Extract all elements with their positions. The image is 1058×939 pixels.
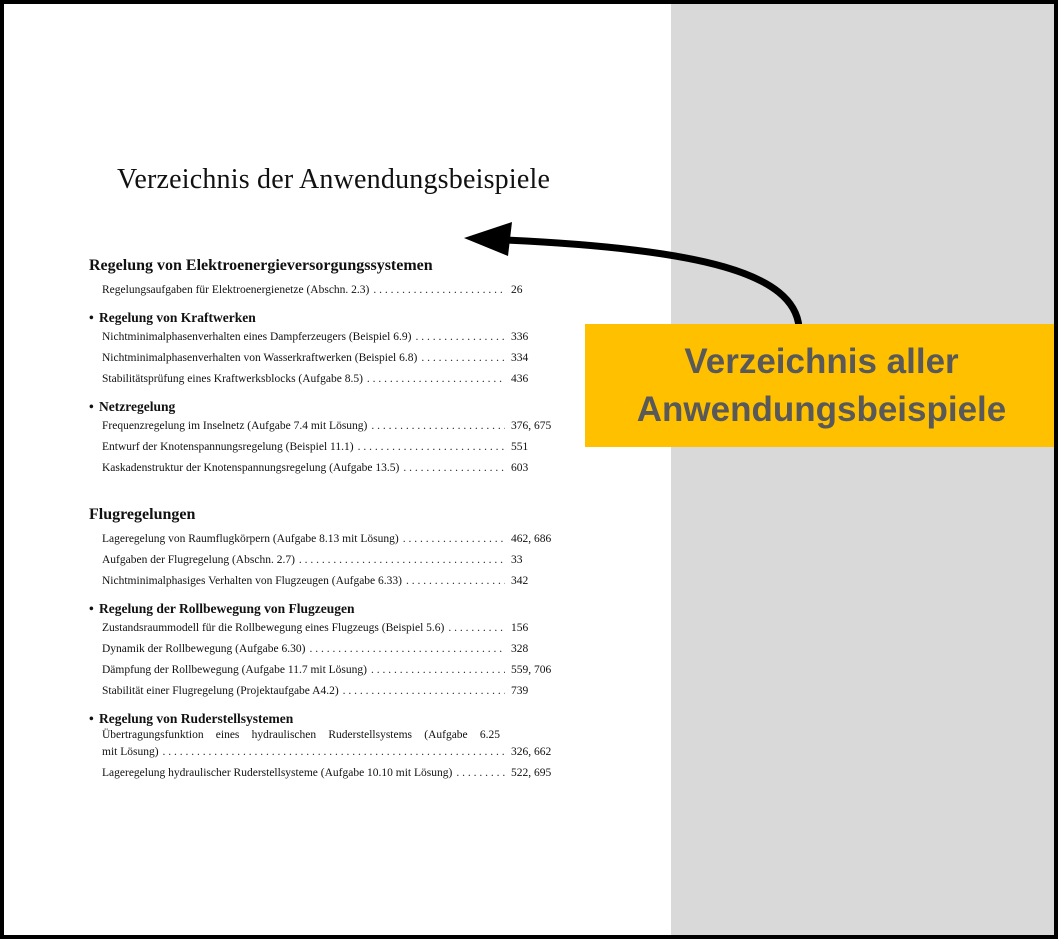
toc-entry-pages: 376, 675 — [511, 420, 552, 432]
toc-entry-label: Aufgaben der Flugregelung (Abschn. 2.7) — [102, 554, 295, 566]
toc-entry-pages: 328 — [511, 643, 529, 655]
subsection-heading-text: Regelung von Kraftwerken — [99, 310, 256, 325]
subsection-heading-text: Netzregelung — [99, 399, 176, 414]
dot-leader — [415, 327, 505, 348]
callout-box — [585, 324, 1058, 447]
toc-entry-label: Dämpfung der Rollbewegung (Aufgabe 11.7 mit Lösung) — [102, 664, 367, 676]
toc-entry-label: Stabilität einer Flugregelung (Projektaufgabe A4.2) — [102, 685, 339, 697]
document-title: Verzeichnis der Anwendungsbeispiele — [117, 164, 551, 195]
toc-entry[interactable] — [102, 571, 569, 592]
dot-leader — [406, 571, 505, 592]
toc-entry-line2 — [102, 745, 569, 760]
toc-entry[interactable] — [102, 416, 569, 437]
toc-entry[interactable] — [102, 763, 569, 784]
dot-leader — [343, 681, 505, 702]
toc-entry-pages: 156 — [511, 622, 529, 634]
toc-entry-label-line2: mit Lösung) — [102, 746, 159, 758]
toc-entry-label-line1: Übertragungsfunktion eines hydraulischen Ruderstellsystems (Aufgabe 6.25 — [102, 729, 500, 741]
dot-leader — [373, 280, 505, 301]
toc-section-flight-control — [89, 505, 569, 784]
toc-entry[interactable] — [102, 348, 569, 369]
section-heading: Flugregelungen — [89, 506, 196, 523]
toc-entry-pages: 326, 662 — [511, 746, 552, 758]
dot-leader — [367, 369, 505, 390]
toc-entry[interactable] — [102, 458, 569, 479]
section-entries — [89, 529, 569, 784]
dot-leader — [299, 550, 505, 571]
subsection-heading — [89, 710, 569, 728]
toc-entry-pages: 336 — [511, 331, 529, 343]
toc-entry-pages: 33 — [511, 554, 523, 566]
bullet-icon: • — [89, 711, 94, 726]
section-heading: Regelung von Elektroenergieversorgungssystemen — [89, 257, 433, 274]
subsection-heading-text: Regelung der Rollbewegung von Flugzeugen — [99, 601, 355, 616]
toc-entry-label: Stabilitätsprüfung eines Kraftwerksblocks (Aufgabe 8.5) — [102, 373, 363, 385]
dot-leader — [371, 660, 505, 681]
dot-leader — [448, 618, 505, 639]
toc-entry-pages: 603 — [511, 462, 529, 474]
toc-entry-pages: 559, 706 — [511, 664, 552, 676]
dot-leader — [456, 763, 505, 784]
toc-entry-label: Entwurf der Knotenspannungsregelung (Beispiel 11.1) — [102, 441, 354, 453]
bullet-icon: • — [89, 601, 94, 616]
bullet-icon: • — [89, 399, 94, 414]
toc-section-power-systems — [89, 256, 569, 479]
toc-entry-pages: 739 — [511, 685, 529, 697]
toc-entry[interactable] — [102, 681, 569, 702]
toc-entry-label: Lageregelung hydraulischer Ruderstellsysteme (Aufgabe 10.10 mit Lösung) — [102, 767, 453, 779]
toc-entry[interactable] — [102, 618, 569, 639]
toc-entry[interactable] — [102, 369, 569, 390]
dot-leader — [421, 348, 505, 369]
toc-entry-pages: 462, 686 — [511, 533, 552, 545]
toc-entry-pages: 342 — [511, 575, 529, 587]
toc-entry-label: Lageregelung von Raumflugkörpern (Aufgabe 8.13 mit Lösung) — [102, 533, 399, 545]
dot-leader — [403, 529, 505, 550]
dot-leader — [163, 745, 505, 760]
subsection-heading — [89, 398, 569, 416]
toc-entry-pages: 26 — [511, 284, 523, 296]
toc-entry-pages: 522, 695 — [511, 767, 552, 779]
dot-leader — [309, 639, 505, 660]
toc-entry[interactable] — [102, 280, 569, 301]
subsection-heading — [89, 600, 569, 618]
dot-leader — [358, 437, 505, 458]
toc-entry-label: Frequenzregelung im Inselnetz (Aufgabe 7.4 mit Lösung) — [102, 420, 368, 432]
table-of-contents — [89, 256, 569, 784]
section-entries — [89, 280, 569, 479]
callout-line2: Anwendungsbeispiele — [636, 389, 1007, 429]
toc-entry-label: Kaskadenstruktur der Knotenspannungsregelung (Aufgabe 13.5) — [102, 462, 400, 474]
subsection-heading — [89, 309, 569, 327]
toc-entry-label: Nichtminimalphasenverhalten von Wasserkraftwerken (Beispiel 6.8) — [102, 352, 418, 364]
callout-line1: Verzeichnis aller — [684, 341, 959, 381]
toc-entry-label: Nichtminimalphasiges Verhalten von Flugzeugen (Aufgabe 6.33) — [102, 575, 402, 587]
toc-entry-label: Regelungsaufgaben für Elektroenergienetze (Abschn. 2.3) — [102, 284, 370, 296]
toc-entry[interactable] — [102, 660, 569, 681]
toc-entry-label: Nichtminimalphasenverhalten eines Dampferzeugers (Beispiel 6.9) — [102, 331, 412, 343]
toc-entry[interactable] — [102, 327, 569, 348]
subsection-heading-text: Regelung von Ruderstellsystemen — [99, 711, 294, 726]
toc-entry-pages: 551 — [511, 441, 529, 453]
toc-entry-label: Zustandsraummodell für die Rollbewegung eines Flugzeugs (Beispiel 5.6) — [102, 622, 445, 634]
toc-entry-label: Dynamik der Rollbewegung (Aufgabe 6.30) — [102, 643, 306, 655]
grey-side-panel — [671, 4, 1058, 935]
toc-entry[interactable] — [102, 639, 569, 660]
toc-entry[interactable] — [102, 437, 569, 458]
bullet-icon: • — [89, 310, 94, 325]
toc-entry-multiline[interactable] — [102, 728, 569, 760]
toc-entry-pages: 334 — [511, 352, 529, 364]
dot-leader — [403, 458, 505, 479]
dot-leader — [371, 416, 505, 437]
toc-entry-pages: 436 — [511, 373, 529, 385]
toc-entry[interactable] — [102, 529, 569, 550]
toc-entry[interactable] — [102, 550, 569, 571]
